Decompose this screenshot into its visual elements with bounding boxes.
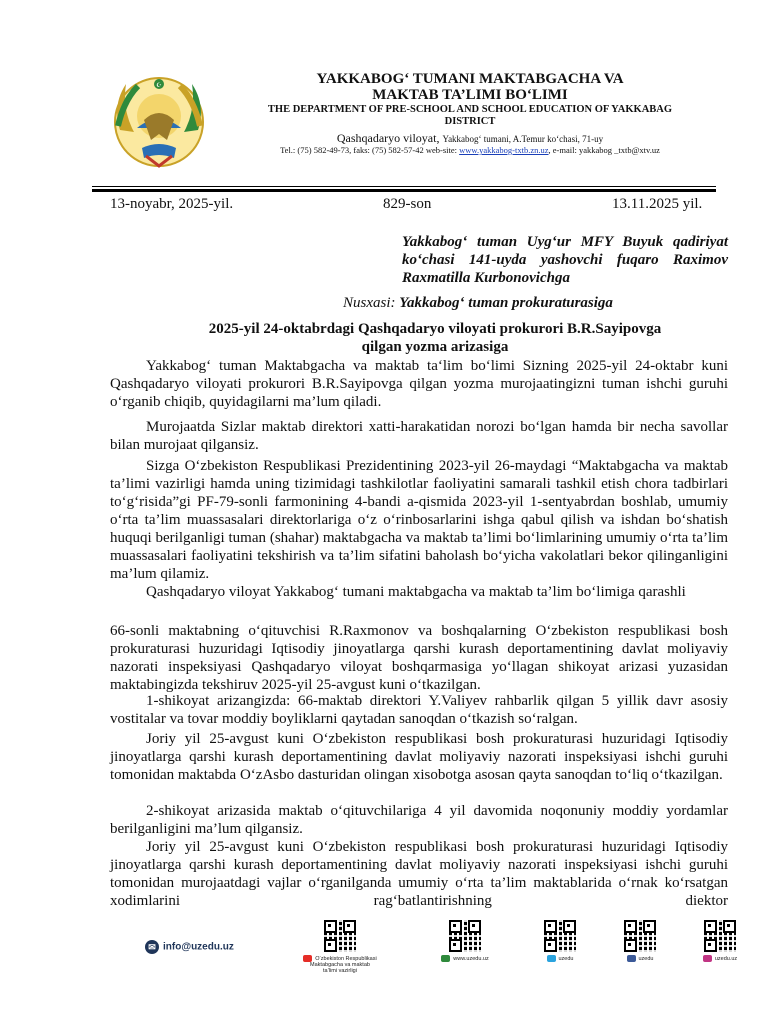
ministry-line3: ta’limi vazirligi [323, 968, 357, 974]
footer-telegram[interactable] [530, 920, 590, 962]
contacts-phone: Tel.: (75) 582-49-73, faks: (75) 582-57-42 web-site: [280, 145, 457, 155]
letter-number: 829-son [383, 196, 432, 212]
ministry-line2: Maktabgacha va maktab [310, 962, 370, 968]
letter-date-numeric: 13.11.2025 yil. [612, 196, 703, 212]
org-contacts [220, 145, 720, 155]
footer-telegram-text: uzedu [558, 955, 574, 962]
contacts-email: , e-mail: yakkabog _txtb@xtv.uz [548, 145, 660, 155]
qr-code-icon [324, 920, 356, 952]
body-paragraph: Sizga O‘zbekiston Respublikasi Prezidentining 2023-yil 26-maydagi “Maktabgacha va maktab ta’limi vazirligi hamda uning tizimidagi tashkilotlar faoliyatini samarali tashkil etish chora tadbirlari to‘g‘risida”gi PF-79-sonli farmonining 4-bandi a-qismida 2023-yil 1-sentyabrdan boshlab, umumiy o‘rta ta’lim muassasalari direktorlariga o‘z o‘rinbosarlarini ishga qabul qilish va ishdan bo‘shatish huquqi berilganligi tuman (shahar) maktabgacha va maktab ta’limi bo‘limlarining umumiy o‘rta ta’lim muassasalari faoliyatini tekshirish va ta’lim sifatini baholash bo‘yicha vakolatlari bekor qilinganligini ma’lum qilamiz. [110, 458, 728, 582]
footer-email[interactable] [145, 940, 234, 954]
address-region: Qashqadaryo viloyat, [336, 131, 440, 145]
letterhead-footer [145, 920, 745, 990]
body-paragraph: 66-sonli maktabning o‘qituvchisi R.Raxmonov va boshqalarning O‘zbekiston respublikasi bosh prokuraturasi huzuridagi Iqtisodiy jinoyatlarga qarshi kurash deportamentining davlat moliyaviy nazorati inspeksiyasi Qashqadaryo viloyat boshqarmasiga yo‘llagan shikoyat arizasi yuzasidan maktabingizda tekshiruv 2025-yil 25-avgust kuni o‘tkazilgan. [110, 623, 728, 693]
letter-date: 13-noyabr, 2025-yil. [110, 196, 234, 212]
footer-instagram[interactable] [690, 920, 750, 962]
telegram-icon [547, 955, 556, 962]
footer-facebook-text: uzedu [638, 955, 654, 962]
svg-text:☪: ☪ [156, 83, 162, 89]
org-title-english-line2: DISTRICT [444, 116, 496, 127]
body-paragraph: Qashqadaryo viloyat Yakkabog‘ tumani maktabgacha va maktab ta’lim bo‘limiga qarashli [146, 584, 686, 600]
footer-instagram-text: uzedu.uz [714, 955, 738, 962]
copy-recipient-name: Yakkabog‘ tuman prokuraturasiga [399, 295, 613, 311]
youtube-icon [303, 955, 312, 962]
qr-code-icon [449, 920, 481, 952]
state-emblem [104, 70, 214, 175]
footer-facebook[interactable] [610, 920, 670, 962]
body-paragraph: Yakkabog‘ tuman Maktabgacha va maktab ta‘lim bo‘limi Sizning 2025-yil 24-oktabr kuni Qashqadaryo viloyati prokurori B.R.Sayipovga qilgan yozma murojaatingizni tuman ishchi guruhi o‘rganib chiqib, quyidagilarni ma’lum qiladi. [110, 358, 728, 410]
address-street: Yakkabog‘ tumani, A.Temur ko‘chasi, 71-uy [442, 134, 604, 144]
body-paragraph: Joriy yil 25-avgust kuni O‘zbekiston respublikasi bosh prokuraturasi huzuridagi Iqtisodiy jinoyatlarga qarshi kurash deportamentining davlat moliyaviy nazorati inspeksiyasi ishchi guruhi tomonidan maktabda O‘zAsbo dasturidan olingan xisobotga asosan qayta sanoqdan to‘liq o‘tkazilgan. [110, 731, 728, 783]
qr-code-icon [544, 920, 576, 952]
ministry-line1: O‘zbekiston Respublikasi [315, 955, 377, 962]
qr-code-icon [704, 920, 736, 952]
org-address [230, 131, 710, 146]
header-divider-thick [92, 189, 716, 192]
footer-email-text: info@uzedu.uz [163, 941, 234, 953]
org-title-line1: YAKKABOG‘ TUMANI MAKTABGACHA VA [316, 71, 624, 87]
footer-website[interactable] [430, 920, 500, 962]
footer-ministry [285, 920, 395, 974]
org-title-english-line1: THE DEPARTMENT OF PRE-SCHOOL AND SCHOOL EDUCATION OF YAKKABAG [267, 104, 673, 115]
body-paragraph: Murojaatda Sizlar maktab direktori xatti-harakatidan norozi bo‘lgan hamda bir necha savollar bilan murojaat qilgansiz. [110, 419, 728, 453]
body-paragraph: 1-shikoyat arizangizda: 66-maktab direktori Y.Valiyev rahbarlik qilgan 5 yillik davr asosiy vostitalar va tovar moddiy boyliklarni qaytadan sanoqdan o‘tkazish so‘ralgan. [110, 693, 728, 727]
subject-line2: qilgan yozma arizasiga [361, 339, 509, 355]
body-paragraph: 2-shikoyat arizasida maktab o‘qituvchilariga 4 yil davomida noqonuniy moddiy yordamlar berilganligini ma’lum qilgansiz. [110, 803, 728, 837]
addressee: Yakkabog‘ tuman Uyg‘ur MFY Buyuk qadiriyat ko‘chasi 141-uyda yashovchi fuqaro Raximov Raxmatilla Kurbonovichga [402, 234, 728, 286]
header-divider-thin [92, 186, 716, 187]
letter-subject [150, 320, 720, 356]
body-paragraph: Joriy yil 25-avgust kuni O‘zbekiston respublikasi bosh prokuraturasi huzuridagi Iqtisodiy jinoyatlarga qarshi kurash deportamentining davlat moliyaviy nazorati inspeksiyasi ishchi guruhi tomonidan murojaatdagi vajlar o‘rganilganda umumiy o‘rta ta’lim maktablarida o‘rnak ko‘rsatgan xodimlarini rag‘batlantirishning diektor [110, 839, 728, 909]
instagram-icon [703, 955, 712, 962]
footer-site: www.uzedu.uz [453, 955, 489, 962]
copy-recipient [343, 295, 613, 312]
org-title-line2: MAKTAB TA’LIMI BO‘LIMI [372, 87, 568, 103]
subject-line1: 2025-yil 24-oktabrdagi Qashqadaryo viloyati prokurori B.R.Sayipovga [208, 321, 662, 337]
copy-label: Nusxasi: [343, 295, 396, 311]
qr-code-icon [624, 920, 656, 952]
facebook-icon [627, 955, 636, 962]
website-link[interactable]: www.yakkabog-txtb.zn.uz [459, 145, 549, 155]
email-icon: ✉ [145, 940, 159, 954]
globe-icon [441, 955, 450, 962]
